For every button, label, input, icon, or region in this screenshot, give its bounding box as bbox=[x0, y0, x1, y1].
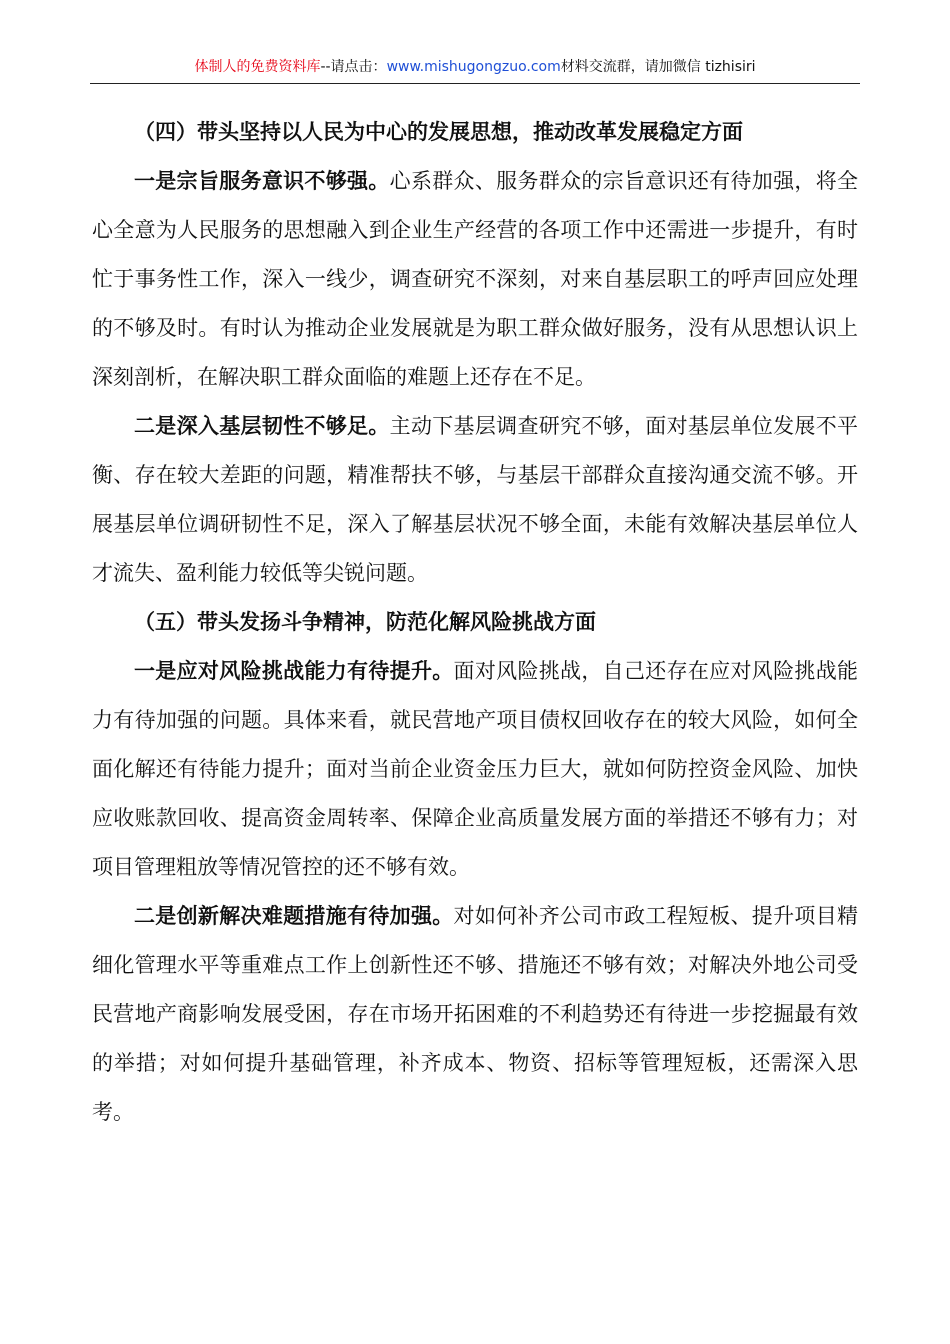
paragraph-lead: 一是应对风险挑战能力有待提升。 bbox=[134, 659, 454, 683]
header-site-name: 体制人的免费资料库 bbox=[194, 59, 321, 75]
paragraph-body: 对如何补齐公司市政工程短板、提升项目精细化管理水平等重难点工作上创新性还不够、措施还不够有效；对解决外地公司受民营地产商影响发展受困，存在市场开拓困难的不利趋势还有待进一步挖掘最有效的举措；对如何提升基础管理，补齐成本、物资、招标等管理短板，还需深入思考。 bbox=[92, 904, 858, 1124]
header-url-link[interactable]: www.mishugongzuo.com bbox=[386, 59, 561, 75]
header-click-prompt: --请点击： bbox=[320, 59, 387, 75]
paragraph-lead: 一是宗旨服务意识不够强。 bbox=[134, 169, 390, 193]
section-5-paragraph-2 bbox=[92, 892, 858, 1137]
paragraph-lead: 二是创新解决难题措施有待加强。 bbox=[134, 904, 454, 928]
section-5-paragraph-1 bbox=[92, 647, 858, 892]
section-4-heading: （四）带头坚持以人民为中心的发展思想，推动改革发展稳定方面 bbox=[134, 120, 743, 144]
header-wechat-note: 材料交流群，请加微信 tizhisiri bbox=[560, 59, 756, 75]
paragraph-lead: 二是深入基层韧性不够足。 bbox=[134, 414, 390, 438]
paragraph-body: 主动下基层调查研究不够，面对基层单位发展不平衡、存在较大差距的问题，精准帮扶不够，与基层干部群众直接沟通交流不够。开展基层单位调研韧性不足，深入了解基层状况不够全面，未能有效解决基层单位人才流失、盈利能力较低等尖锐问题。 bbox=[92, 414, 859, 585]
paragraph-body: 面对风险挑战，自己还存在应对风险挑战能力有待加强的问题。具体来看，就民营地产项目债权回收存在的较大风险，如何全面化解还有待能力提升；面对当前企业资金压力巨大，就如何防控资金风险、加快应收账款回收、提高资金周转率、保障企业高质量发展方面的举措还不够有力；对项目管理粗放等情况管控的还不够有效。 bbox=[92, 659, 858, 879]
paragraph-body: 心系群众、服务群众的宗旨意识还有待加强，将全心全意为人民服务的思想融入到企业生产经营的各项工作中还需进一步提升，有时忙于事务性工作，深入一线少，调查研究不深刻，对来自基层职工的呼声回应处理的不够及时。有时认为推动企业发展就是为职工群众做好服务，没有从思想认识上深刻剖析，在解决职工群众面临的难题上还存在不足。 bbox=[92, 169, 859, 389]
document-body bbox=[92, 108, 858, 1137]
page-header bbox=[90, 57, 860, 84]
section-4-paragraph-1 bbox=[92, 157, 858, 402]
section-4-paragraph-2 bbox=[92, 402, 858, 598]
section-5-heading: （五）带头发扬斗争精神，防范化解风险挑战方面 bbox=[134, 610, 596, 634]
